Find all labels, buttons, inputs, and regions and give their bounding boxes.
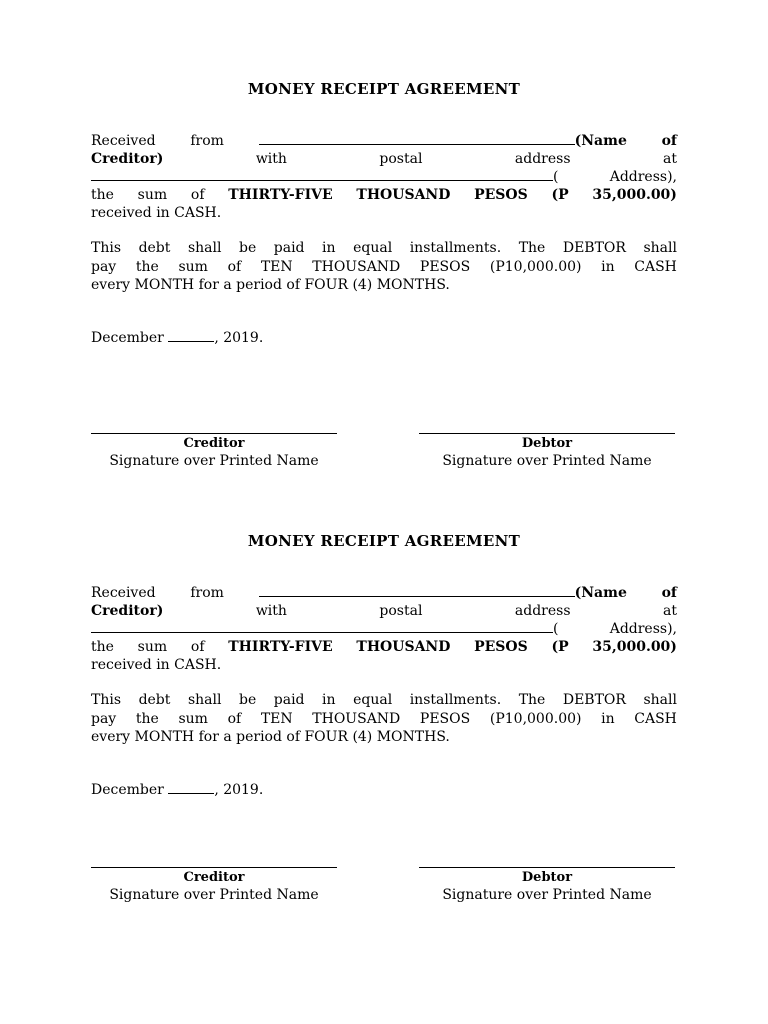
address-word: address [514,603,571,619]
sum-word: sum [137,187,168,203]
word: pay [91,258,117,275]
creditor-role: Creditor [183,436,245,451]
debtor-signature-block [419,867,675,904]
creditor-name-blank-group [259,132,627,150]
word: This [91,240,122,256]
name-label: (Name [574,585,627,601]
debtor-signature-line[interactable] [419,867,675,868]
word: paid [273,240,305,256]
date-year: , 2019. [214,781,264,798]
from-word: from [190,585,224,601]
date-line [91,781,677,799]
of-word-2: of [190,639,205,655]
debtor-signature-caption: Signature over Printed Name [442,453,652,469]
date-line [91,329,677,347]
from-word: from [190,133,224,149]
creditor-label: Creditor) [91,151,164,167]
word: (P10,000.00) [489,710,582,727]
receipt-line-1 [91,132,677,150]
word: DEBTOR [562,692,626,708]
at-word: at [662,151,677,167]
agreement-section-2 [91,530,677,903]
word: debt [138,240,171,256]
date-month: December [91,329,164,346]
address-blank[interactable] [91,168,553,181]
word: installments. [409,240,502,256]
address-paren: ( [553,621,559,637]
receipt-line-3 [91,620,677,638]
creditor-name-blank-group [259,584,627,602]
at-word: at [662,603,677,619]
creditor-signature-caption: Signature over Printed Name [109,887,319,903]
address-blank[interactable] [91,620,553,633]
name-label: (Name [574,133,627,149]
word: PESOS [419,710,471,727]
amount-p: (P [551,639,569,655]
creditor-signature-block [91,433,337,470]
debtor-role: Debtor [521,436,573,451]
receipt-line-2 [91,150,677,168]
word: The [518,240,546,256]
date-month: December [91,781,164,798]
received-word: Received [91,133,156,149]
debtor-role: Debtor [521,870,573,885]
amount-words-3: PESOS [474,639,528,655]
word: CASH [634,258,677,275]
address-blank-group [91,620,558,638]
received-word: Received [91,585,156,601]
word: in [322,692,336,708]
word: PESOS [419,258,471,275]
agreement-title: MONEY RECEIPT AGREEMENT [247,80,521,98]
word: THOUSAND [312,710,401,727]
of-word: of [661,133,677,149]
amount-number: 35,000.00) [592,639,677,655]
creditor-name-blank[interactable] [259,132,575,145]
word: in [322,240,336,256]
installment-line-1 [91,691,677,710]
amount-words-1: THIRTY-FIVE [228,639,333,655]
word: pay [91,710,117,727]
word: paid [273,692,305,708]
address-word: address [514,151,571,167]
word: the [135,258,159,275]
word: shall [187,692,222,708]
postal-word: postal [379,603,423,619]
word: TEN [260,258,293,275]
word: in [601,258,615,275]
installment-paragraph [91,239,677,295]
word: of [227,258,242,275]
amount-words-2: THOUSAND [356,187,451,203]
word: THOUSAND [312,258,401,275]
word: equal [353,240,393,256]
postal-word: postal [379,151,423,167]
word: be [238,692,257,708]
word: This [91,692,122,708]
word: equal [353,692,393,708]
creditor-signature-caption: Signature over Printed Name [109,453,319,469]
installment-line-1 [91,239,677,258]
agreement-title: MONEY RECEIPT AGREEMENT [247,532,521,550]
word: of [227,710,242,727]
date-year: , 2019. [214,329,264,346]
word: installments. [409,692,502,708]
signature-row [91,867,677,907]
receipt-line-2 [91,602,677,620]
word: DEBTOR [562,240,626,256]
receipt-line-1 [91,584,677,602]
word: shall [187,240,222,256]
creditor-signature-line[interactable] [91,433,337,434]
address-paren: ( [553,169,559,185]
signature-row [91,433,677,473]
installment-line-3 [91,728,677,747]
installment-line-3 [91,276,677,295]
debtor-signature-line[interactable] [419,433,675,434]
receipt-paragraph [91,584,677,674]
word: (P10,000.00) [489,258,582,275]
receipt-line-4 [91,186,677,204]
with-word: with [255,603,287,619]
the-word: the [91,187,114,203]
creditor-label: Creditor) [91,603,164,619]
received-cash: received in CASH. [91,205,222,221]
installment-line-2 [91,258,677,277]
address-label: Address), [609,169,677,185]
amount-p: (P [551,187,569,203]
word: in [601,710,615,727]
word: The [518,692,546,708]
receipt-line-4 [91,638,677,656]
word: shall [643,240,677,256]
of-word-2: of [190,187,205,203]
word: TEN [260,710,293,727]
of-word: of [661,585,677,601]
word: the [135,710,159,727]
date-day-blank[interactable] [168,329,214,342]
amount-words-1: THIRTY-FIVE [228,187,333,203]
address-blank-group [91,168,558,186]
creditor-signature-block [91,867,337,904]
creditor-name-blank[interactable] [259,584,575,597]
date-day-blank[interactable] [168,781,214,794]
address-label: Address), [609,621,677,637]
installment-paragraph [91,691,677,747]
receipt-line-3 [91,168,677,186]
receipt-line-5 [91,656,677,674]
the-word: the [91,639,114,655]
word: sum [178,710,208,727]
word: CASH [634,710,677,727]
receipt-line-5 [91,204,677,222]
amount-words-3: PESOS [474,187,528,203]
creditor-role: Creditor [183,870,245,885]
sum-word: sum [137,639,168,655]
word: be [238,240,257,256]
with-word: with [255,151,287,167]
word: shall [643,692,677,708]
installment-line-2 [91,710,677,729]
received-cash: received in CASH. [91,657,222,673]
agreement-section-1 [91,78,677,469]
word: debt [138,692,171,708]
installment-text: every MONTH for a period of FOUR (4) MONTHS. [91,729,450,745]
receipt-paragraph [91,132,677,222]
word: sum [178,258,208,275]
creditor-signature-line[interactable] [91,867,337,868]
debtor-signature-caption: Signature over Printed Name [442,887,652,903]
amount-number: 35,000.00) [592,187,677,203]
debtor-signature-block [419,433,675,470]
amount-words-2: THOUSAND [356,639,451,655]
installment-text: every MONTH for a period of FOUR (4) MONTHS. [91,277,450,293]
